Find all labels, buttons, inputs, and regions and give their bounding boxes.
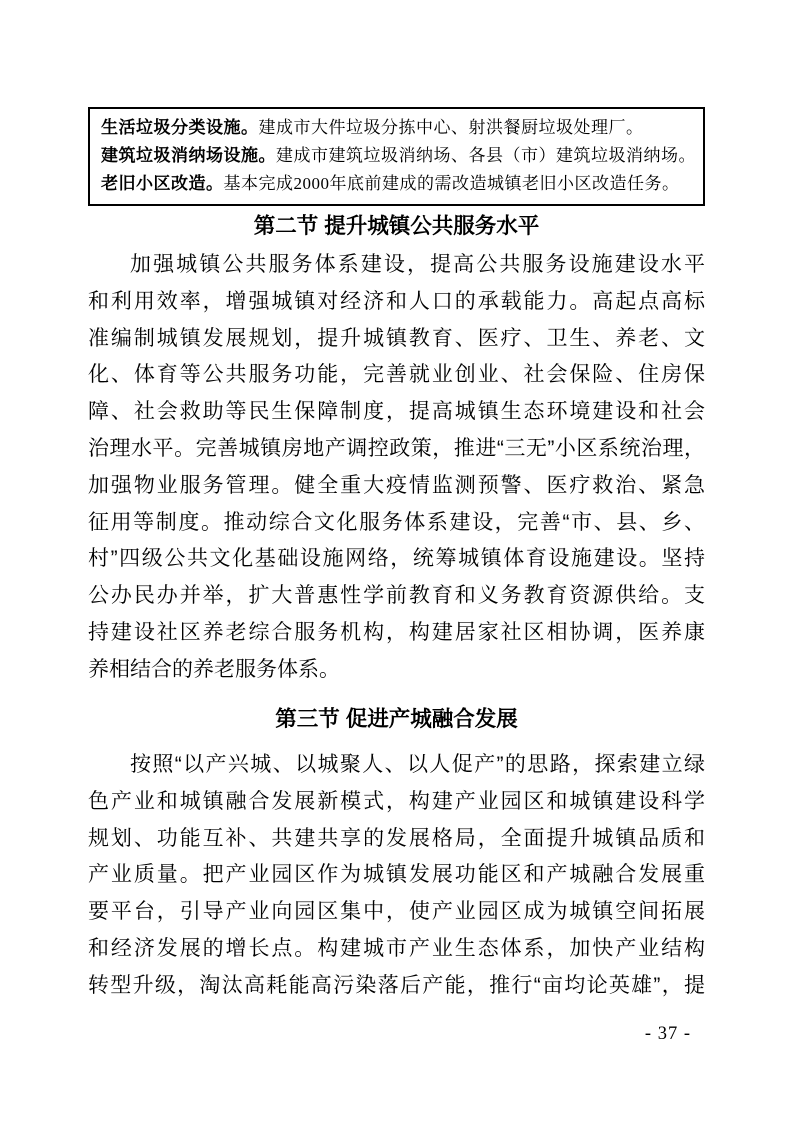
info-box [88,107,705,206]
paragraph-line: 加强城镇公共服务体系建设，提高公共服务设施建设水平 [130,253,705,276]
paragraph-line: 和经济发展的增长点。构建城市产业生态体系，加快产业结构 [88,936,705,960]
paragraph-line: 准编制城镇发展规划，提升城镇教育、医疗、卫生、养老、文 [88,326,705,350]
paragraph-line: 治理水平。完善城镇房地产调控政策，推进“三无”小区系统治理， [88,436,705,460]
paragraph-line: 持建设社区养老综合服务机构，构建居家社区相协调，医养康 [88,620,705,644]
info-box-item-text: 建成市大件垃圾分拣中心、射洪餐厨垃圾处理厂。 [258,118,644,137]
info-box-item-label: 老旧小区改造。 [101,174,224,193]
info-box-item [101,170,692,198]
section-heading-2: 第二节 提升城镇公共服务水平 [253,214,540,238]
info-box-item [101,142,696,170]
info-box-item-label: 建筑垃圾消纳场设施。 [101,146,276,165]
paragraph-line: 村”四级公共文化基础设施网络，统筹城镇体育设施建设。坚持 [88,547,705,571]
paragraph-line: 规划、功能互补、共建共享的发展格局，全面提升城镇品质和 [88,826,705,850]
paragraph-line: 按照“以产兴城、以城聚人、以人促产”的思路，探索建立绿 [130,753,705,776]
info-box-item-label: 生活垃圾分类设施。 [101,118,259,137]
paragraph-line: 色产业和城镇融合发展新模式，构建产业园区和城镇建设科学 [88,789,705,813]
paragraph-line: 和利用效率，增强城镇对经济和人口的承载能力。高起点高标 [88,289,705,313]
section-2-paragraph [88,247,705,689]
info-box-item [101,114,692,142]
paragraph-line: 化、体育等公共服务功能，完善就业创业、社会保险、住房保 [88,363,705,387]
paragraph-line: 产业质量。把产业园区作为城镇发展功能区和产城融合发展重 [88,863,705,887]
paragraph-line: 转型升级，淘汰高耗能高污染落后产能，推行“亩均论英雄”，提 [88,973,705,997]
paragraph-line: 征用等制度。推动综合文化服务体系建设，完善“市、县、乡、 [88,510,705,534]
info-box-item-text: 建成市建筑垃圾消纳场、各县（市）建筑垃圾消纳场。 [276,146,696,165]
info-box-item-text: 基本完成2000年底前建成的需改造城镇老旧小区改造任务。 [223,174,680,193]
page-number: - 37 - [644,1024,691,1044]
paragraph-line: 养相结合的养老服务体系。 [88,657,340,681]
section-3-paragraph [88,747,705,1005]
paragraph-line: 公办民办并举，扩大普惠性学前教育和义务教育资源供给。支 [88,584,705,608]
paragraph-line: 加强物业服务管理。健全重大疫情监测预警、医疗救治、紧急 [88,473,705,497]
paragraph-line: 要平台，引导产业向园区集中，使产业园区成为城镇空间拓展 [88,900,705,924]
section-heading-3: 第三节 促进产城融合发展 [275,707,518,731]
paragraph-line: 障、社会救助等民生保障制度，提高城镇生态环境建设和社会 [88,400,705,424]
